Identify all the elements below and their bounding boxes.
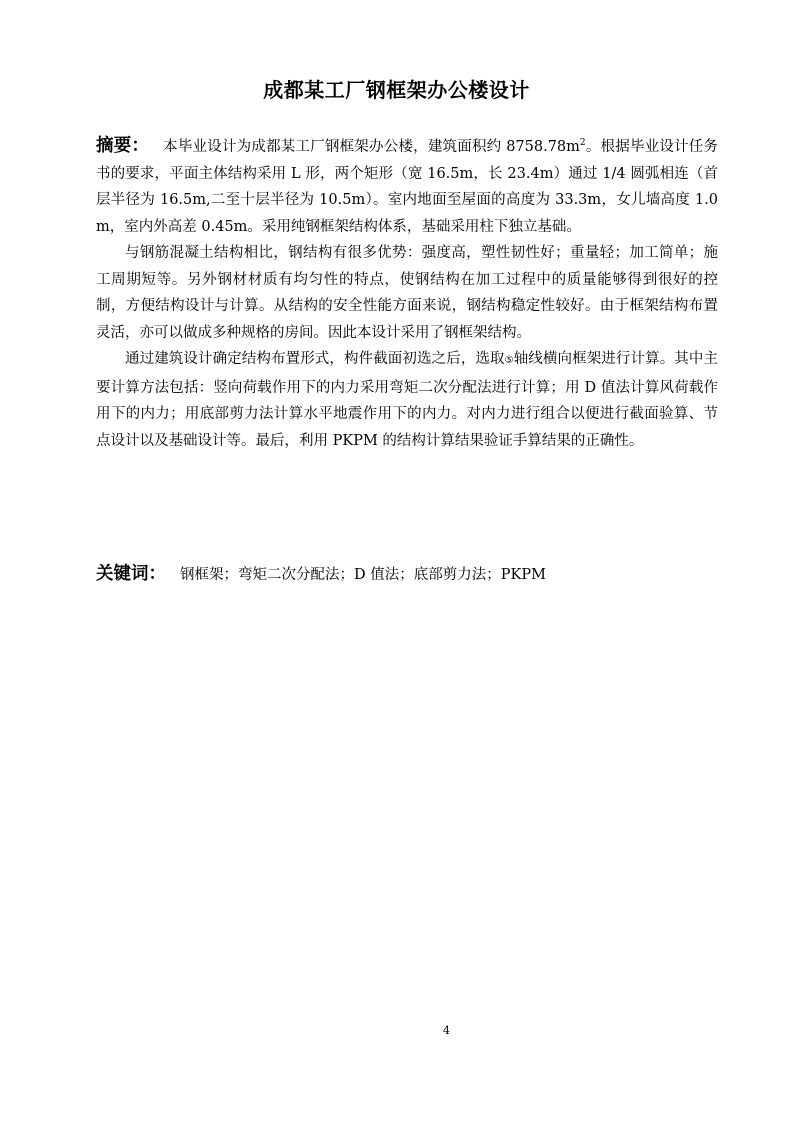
page-title: 成都某工厂钢框架办公楼设计 [263, 78, 530, 102]
abstract-paragraph-2: 与钢筋混凝土结构相比，钢结构有很多优势：强度高，塑性韧性好；重量轻；加工简单；施工周期短等。另外钢材材质有均匀性的特点，使钢结构在加工过程中的质量能够得到很好的控制，方便结构设计与计算。从结构的安全性能方面来说，钢结构稳定性较好。由于框架结构布置灵活，亦可以做成多种规格的房间。因此本设计采用了钢框架结构。 [96, 245, 718, 341]
axis-number-five-mark: ⑤ [504, 355, 514, 366]
keywords-section [96, 561, 718, 588]
area-unit-superscript: 2 [579, 138, 586, 149]
keywords-text: 钢框架；弯矩二次分配法；D 值法；底部剪力法；PKPM [180, 567, 546, 583]
page-number: 4 [443, 1024, 450, 1037]
abstract-paragraph-3 [96, 346, 718, 454]
abstract-label: 摘要： [96, 136, 150, 156]
abstract-p3-text-b: 轴线横向框架进行计算。其中主要计算方法包括：竖向荷载作用下的内力采用弯矩二次分配法进行计算；用 D 值法计算风荷载作用下的内力；用底部剪力法计算水平地震作用下的内力。对内力进行组合以便进行截面验算、节点设计以及基础设计等。最后，利用 PKPM 的结构计算结果验证手算结果的正确性。 [96, 351, 719, 449]
abstract-p3-text-a: 通过建筑设计确定结构布置形式，构件截面初选之后，选取 [125, 351, 505, 367]
keywords-label: 关键词： [96, 564, 166, 584]
abstract-p1-text-a: 本毕业设计为成都某工厂钢框架办公楼，建筑面积约 8758.78m [163, 139, 580, 155]
abstract-paragraph-1 [96, 133, 718, 240]
abstract-p1-text-b: 。根据毕业设计任务书的要求，平面主体结构采用 L 形，两个矩形（宽 16.5m，长 23.4m）通过 1/4 圆弧相连（首层半径为 16.5m,二至十层半径为 10.5m）。室内地面至屋面的高度为 33.3m，女儿墙高度 1.0 m，室内外高差 0.45m。采用纯钢框架结构体系，基础采用柱下独立基础。 [96, 139, 718, 235]
abstract-section [96, 133, 718, 454]
